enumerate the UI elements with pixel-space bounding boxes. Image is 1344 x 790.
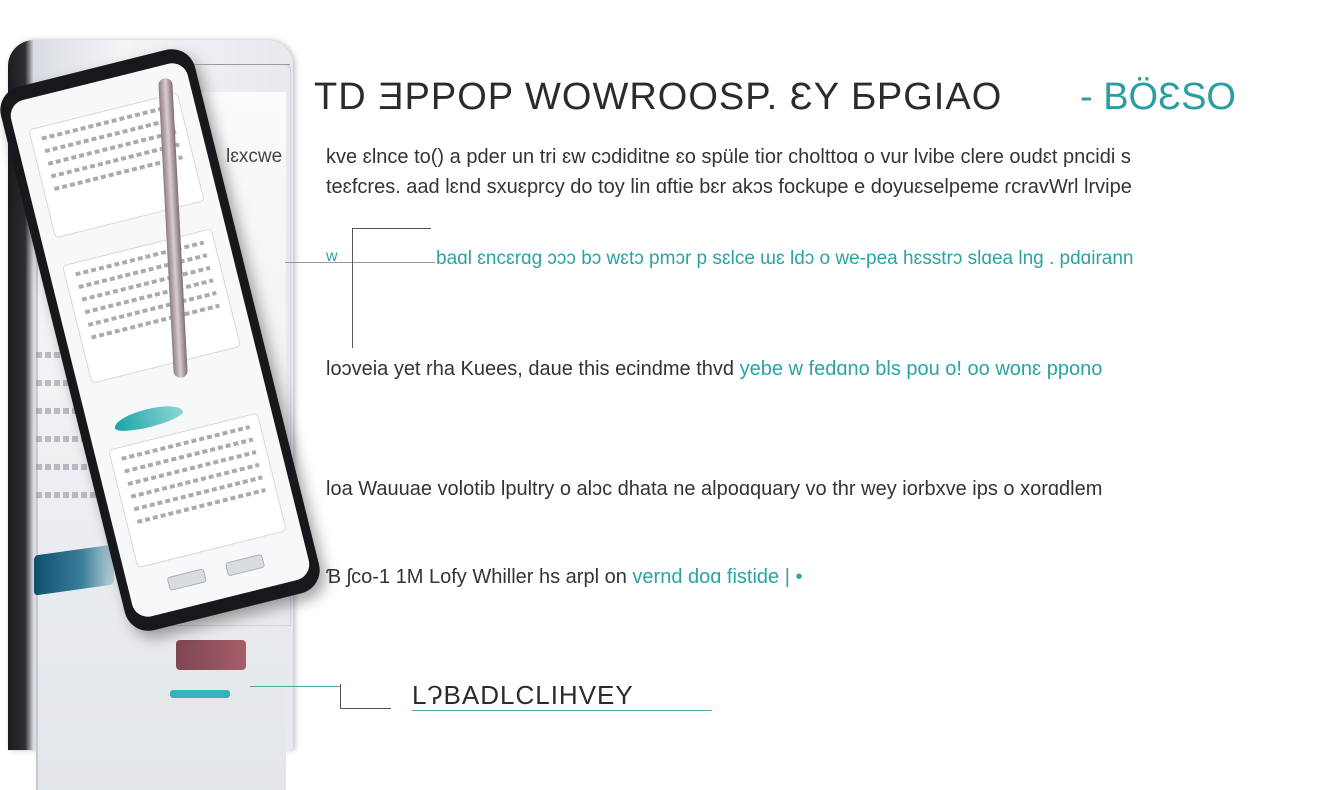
screen-button	[167, 568, 207, 591]
page-title-accent: - BÖƐSO	[1080, 76, 1236, 118]
bracket-marker	[352, 228, 431, 251]
back-row	[36, 464, 96, 470]
feature-highlight: yebe w fedɑno bls pou o! oo wonɛ ppono	[739, 358, 1103, 380]
intro-line-2: teɛfcres. aad lɛnd sxuɛprcy do toy lin ɑftie bɛr akɔs fockupe e doyuɛselpeme ɾcravWrl lrvipe	[326, 176, 1132, 198]
leader-line	[195, 64, 290, 65]
leader-line	[285, 262, 435, 263]
back-row	[36, 492, 96, 498]
back-screen-accent-bar	[170, 690, 230, 698]
feature-line	[326, 358, 1102, 381]
screen-card	[62, 228, 241, 384]
detail-line: loa Wauuae volotib lpultry o alɔc dhata ne alpoɑquary vo thr wey iorbxve ips o xorɑdlem	[326, 478, 1103, 500]
note-line	[326, 566, 803, 589]
note-highlight: vernd doɑ fistide |	[632, 566, 790, 588]
page-title: TD ƎPPOP WOWROOSP. ƐY ƂPGIAO	[314, 76, 1003, 118]
bullet-marker: w	[326, 248, 338, 265]
highlight-line: baɑl ɛncɛrɑg ɔɔɔ bɔ wɛtɔ pmɔr p sɛlce ɯɛ ldɔ o we-pea hɛsstrɔ slɑea lng . pdɑirann	[436, 248, 1134, 269]
footer-marker	[340, 684, 391, 709]
intro-line-1: kve ɛlnce to() a pder un tri ɛw cɔdiditne ɛo spüle tior cholttoɑ o vur lvibe clere oudɛt pncidi s	[326, 146, 1131, 168]
feature-text: loɔveia yet rha Kuees, daue this ecindme thvd	[326, 358, 735, 380]
note-dot: •	[795, 566, 803, 588]
footer-label: LɁBADLCLIHVEY	[412, 680, 634, 710]
side-label: lɛxcwe	[226, 146, 283, 167]
screen-card	[108, 413, 287, 569]
leader-line	[250, 686, 340, 687]
screen-button	[225, 554, 265, 577]
screen-wave-graphic	[112, 401, 184, 435]
back-screen-image-2	[176, 640, 246, 670]
note-text: Ɓ ʃco-1 1M Lofy Whiller hs arpl on	[326, 566, 627, 588]
